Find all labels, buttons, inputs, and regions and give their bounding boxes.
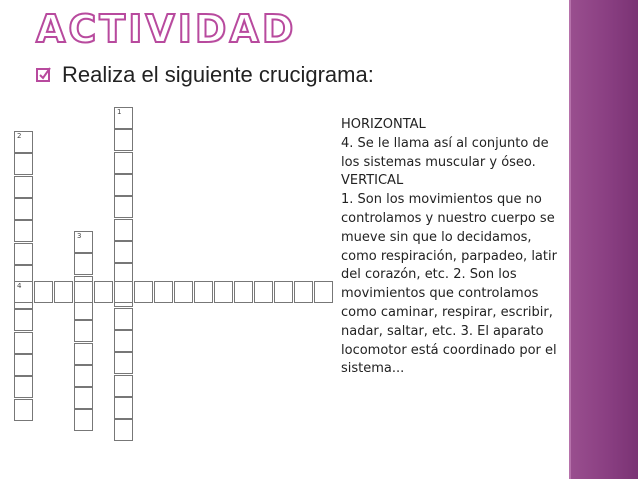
cell-word4[interactable] <box>314 281 333 303</box>
cell-word4[interactable] <box>74 281 93 303</box>
cell-word2[interactable] <box>14 220 33 242</box>
clue-number: 3 <box>77 232 82 240</box>
cell-word4[interactable] <box>114 281 133 303</box>
cell-word4[interactable] <box>274 281 293 303</box>
cell-word2[interactable] <box>14 131 33 153</box>
bullet-icon <box>36 66 52 84</box>
cell-word2[interactable] <box>14 399 33 421</box>
cell-word1[interactable] <box>114 330 133 352</box>
cell-word1[interactable] <box>114 152 133 174</box>
cell-word2[interactable] <box>14 309 33 331</box>
cell-word1[interactable] <box>114 196 133 218</box>
clue-number: 4 <box>17 282 22 290</box>
clues-panel <box>341 116 567 379</box>
cell-word2[interactable] <box>14 176 33 198</box>
cell-word4[interactable] <box>54 281 73 303</box>
cell-word3[interactable] <box>74 387 93 409</box>
cell-word4[interactable] <box>14 281 33 303</box>
vertical-heading: VERTICAL <box>341 173 404 189</box>
cell-word1[interactable] <box>114 129 133 151</box>
clue-number: 1 <box>117 108 122 116</box>
instruction-bullet <box>36 62 374 88</box>
cell-word3[interactable] <box>74 409 93 431</box>
cell-word1[interactable] <box>114 219 133 241</box>
cell-word3[interactable] <box>74 365 93 387</box>
cell-word1[interactable] <box>114 174 133 196</box>
cell-word2[interactable] <box>14 243 33 265</box>
cell-word3[interactable] <box>74 320 93 342</box>
cell-word4[interactable] <box>294 281 313 303</box>
horizontal-heading: HORIZONTAL <box>341 117 426 132</box>
cell-word4[interactable] <box>154 281 173 303</box>
cell-word1[interactable] <box>114 375 133 397</box>
cell-word4[interactable] <box>174 281 193 303</box>
cell-word4[interactable] <box>234 281 253 303</box>
decorative-sidebar <box>569 0 638 479</box>
cell-word1[interactable] <box>114 397 133 419</box>
cell-word4[interactable] <box>134 281 153 303</box>
horizontal-clue-4: 4. Se le llama así al conjunto de los sistemas muscular y óseo. <box>341 135 549 170</box>
cell-word2[interactable] <box>14 354 33 376</box>
cell-word4[interactable] <box>254 281 273 303</box>
cell-word4[interactable] <box>214 281 233 303</box>
slide-title: ACTIVIDAD <box>36 7 297 51</box>
cell-word4[interactable] <box>94 281 113 303</box>
cell-word1[interactable] <box>114 241 133 263</box>
cell-word4[interactable] <box>34 281 53 303</box>
cell-word2[interactable] <box>14 198 33 220</box>
cell-word2[interactable] <box>14 376 33 398</box>
cell-word3[interactable] <box>74 253 93 275</box>
cell-word1[interactable] <box>114 352 133 374</box>
cell-word1[interactable] <box>114 107 133 129</box>
cell-word4[interactable] <box>194 281 213 303</box>
cell-word3[interactable] <box>74 231 93 253</box>
cell-word3[interactable] <box>74 343 93 365</box>
cell-word2[interactable] <box>14 332 33 354</box>
cell-word2[interactable] <box>14 153 33 175</box>
cell-word1[interactable] <box>114 419 133 441</box>
clue-number: 2 <box>17 132 22 140</box>
vertical-clues: 1. Son los movimientos que no controlamos y nuestro cuerpo se mueve sin que lo decidamos, como respiración, parpadeo, latir del corazón, etc. 2. Son los movimientos que controlamos como caminar, respirar, escribir, nadar, saltar, etc. 3. El aparato locomotor está coordinado por el sistema... <box>341 192 557 377</box>
cell-word1[interactable] <box>114 308 133 330</box>
instruction-text: Realiza el siguiente crucigrama: <box>62 62 374 87</box>
